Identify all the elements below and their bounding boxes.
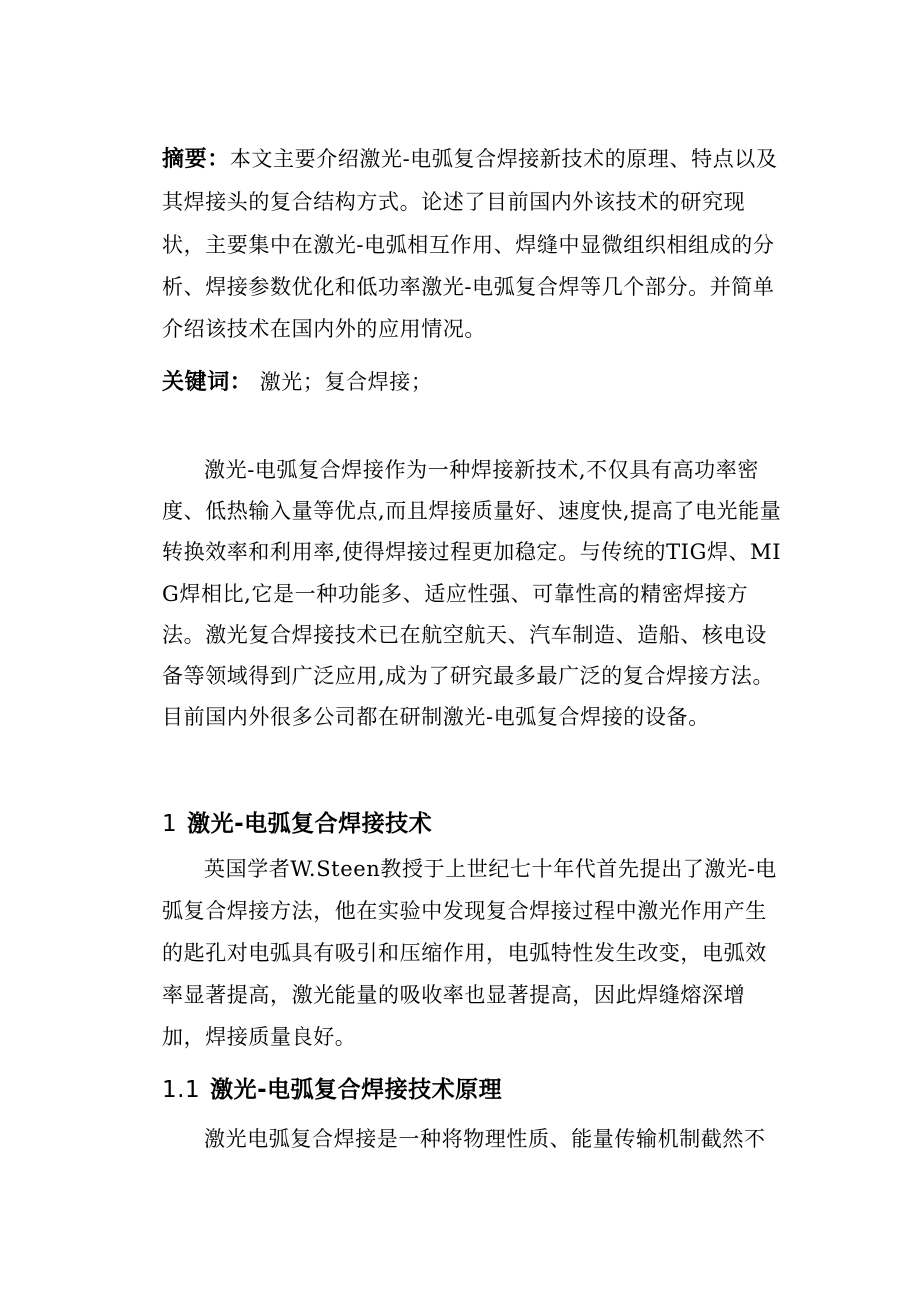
abstract-label: 摘要： [162,147,230,172]
keywords-label: 关键词： [162,370,253,395]
section-1-1-title: 激光-电弧复合焊接技术原理 [210,1077,503,1103]
keywords-line [162,362,782,403]
keywords-text: 激光；复合焊接； [259,370,433,394]
section-1-paragraph: 英国学者W.Steen教授于上世纪七十年代首先提出了激光-电弧复合焊接方法，他在实验中发现复合焊接过程中激光作用产生的匙孔对电弧具有吸引和压缩作用，电弧特性发生改变，电弧效率显著提高，激光能量的吸收率也显著提高，因此焊缝熔深增加，焊接质量良好。 [162,857,777,1049]
abstract-paragraph [162,138,782,350]
section-1-heading [162,804,782,844]
abstract-text: 本文主要介绍激光-电弧复合焊接新技术的原理、特点以及其焊接头的复合结构方式。论述了目前国内外该技术的研究现状，主要集中在激光-电弧相互作用、焊缝中显微组织相组成的分析、焊接参数优化和低功率激光-电弧复合焊等几个部分。并简单介绍该技术在国内外的应用情况。 [162,147,778,342]
section-1-1-paragraph: 激光电弧复合焊接是一种将物理性质、能量传输机制截然不 [204,1127,766,1151]
section-1-number: 1 [162,811,178,837]
section-1-1-number: 1.1 [162,1077,201,1103]
section-1-title: 激光-电弧复合焊接技术 [187,811,433,837]
section-1-1-heading [162,1070,782,1110]
intro-paragraph: 激光-电弧复合焊接作为一种焊接新技术,不仅具有高功率密度、低热输入量等优点,而且焊接质量好、速度快,提高了电光能量转换效率和利用率,使得焊接过程更加稳定。与传统的TIG焊、MIG焊相比,它是一种功能多、适应性强、可靠性高的精密焊接方法。激光复合焊接技术已在航空航天、汽车制造、造船、核电设备等领域得到广泛应用,成为了研究最多最广泛的复合焊接方法。目前国内外很多公司都在研制激光-电弧复合焊接的设备。 [162,458,782,730]
